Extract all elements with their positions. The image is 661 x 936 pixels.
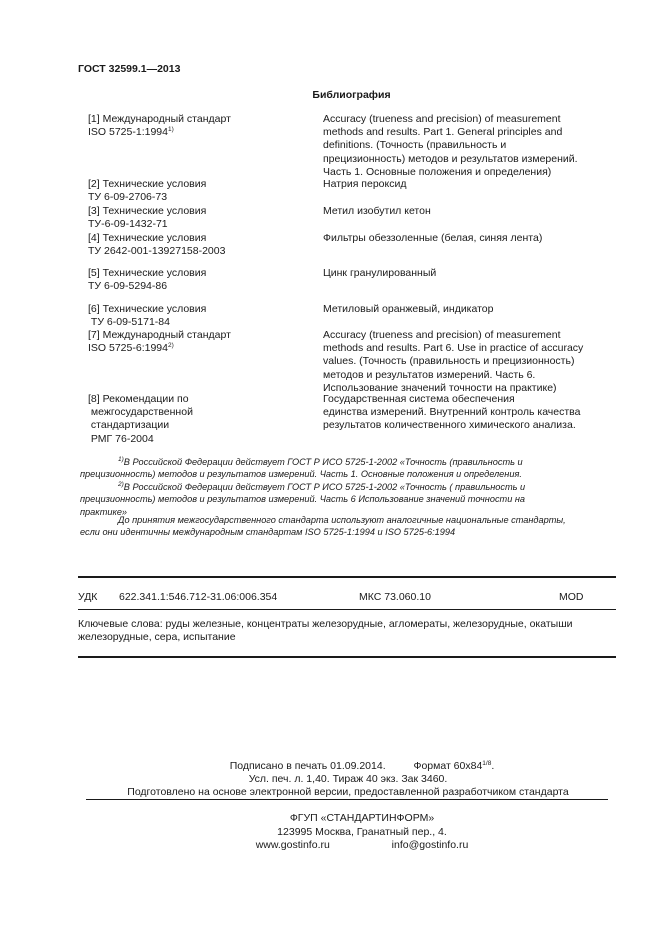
bib-ref	[88, 393, 298, 446]
keywords-line: железорудные, сера, испытание	[78, 631, 236, 644]
bib-desc-line: Часть 1. Основные положения и определения)	[323, 165, 552, 178]
bib-ref-line: ISO 5725-6:1994	[88, 342, 168, 355]
bib-ref-line: ISO 5725-1:1994	[88, 126, 168, 139]
bib-ref-line: ТУ-6-09-1432-71	[88, 218, 168, 231]
bib-ref-line: ТУ 6-09-5294-86	[88, 280, 168, 293]
bib-ref-line: межгосударственной	[88, 406, 193, 419]
bib-desc-line: результатов количественного химического анализа.	[323, 419, 576, 432]
bib-ref-line: [2] Технические условия	[88, 178, 207, 190]
publisher-address: 123995 Москва, Гранатный пер., 4.	[277, 826, 447, 838]
bib-desc	[323, 393, 613, 433]
footnote-mark: 1)	[118, 456, 124, 463]
keywords	[78, 618, 618, 644]
footnote-mark: 2)	[118, 481, 124, 488]
footnote-1	[80, 456, 614, 481]
footnote-line: если они идентичны международным стандартам ISO 5725-1:1994 и ISO 5725-6:1994	[80, 527, 456, 538]
bib-ref	[88, 113, 298, 139]
footnote-line: В Российской Федерации действует ГОСТ Р ИСО 5725-1-2002 «Точность (правильность и	[123, 457, 523, 467]
imprint-signed-date: Подписано в печать 01.09.2014.	[229, 760, 386, 772]
bib-ref	[88, 178, 298, 204]
imprint-format: Формат 60x84	[413, 760, 483, 772]
imprint-prepared: Подготовлено на основе электронной версии, предоставленной разработчиком стандарта	[127, 786, 569, 798]
bib-ref-line: ТУ 2642-001-13927158-2003	[88, 245, 226, 258]
bib-desc-line: Использование значений точности на практике)	[323, 381, 557, 394]
bib-desc-line: definitions. (Точность (правильность и	[323, 139, 507, 152]
bib-desc-line: methods and results. Part 1. General principles and	[323, 126, 563, 139]
bib-desc-line: Фильтры обеззоленные (белая, синяя лента)	[323, 232, 543, 244]
divider-bottom	[78, 656, 616, 658]
bib-desc-line: Метил изобутил кетон	[323, 205, 431, 217]
bib-ref-line: [4] Технические условия	[88, 232, 207, 244]
bib-desc	[323, 232, 613, 245]
mod-marker: MOD	[559, 591, 584, 603]
bib-desc-line: прецизионность) методов и результатов измерений.	[323, 152, 578, 165]
bib-ref	[88, 329, 298, 355]
bib-ref	[88, 303, 298, 329]
keywords-line: Ключевые слова: руды железные, концентраты железорудные, агломераты, железорудные, окатыши	[78, 618, 573, 630]
imprint-format-fraction: 1/8	[482, 760, 492, 767]
bib-ref-line: [8] Рекомендации по	[88, 393, 189, 405]
bib-ref-line: [3] Технические условия	[88, 205, 207, 217]
bib-desc-line: Государственная система обеспечения	[323, 393, 515, 405]
bib-desc-line: единства измерений. Внутренний контроль качества	[323, 406, 581, 419]
bib-desc-line: Accuracy (trueness and precision) of measurement	[323, 113, 561, 125]
footnote-line: В Российской Федерации действует ГОСТ Р ИСО 5725-1-2002 «Точность ( правильность и	[123, 482, 526, 492]
bib-desc-line: Accuracy (trueness and precision) of measurement	[323, 329, 561, 341]
bib-ref-line: ТУ 6-09-5171-84	[88, 316, 170, 329]
bib-ref-line: РМГ 76-2004	[88, 432, 154, 445]
bib-ref	[88, 267, 298, 293]
divider-mid	[78, 609, 616, 610]
bib-desc	[323, 205, 613, 218]
bib-desc-line: Цинк гранулированный	[323, 267, 437, 279]
publisher-contacts	[78, 839, 618, 853]
bib-ref-line: [6] Технические условия	[88, 303, 207, 315]
page-title: Библиография	[312, 89, 391, 101]
footnote-line: прецизионность) методов и результатов измерений. Часть 1. Основные положения и определения.	[80, 469, 522, 480]
imprint-divider	[86, 799, 608, 800]
udk-value: 622.341.1:546.712-31.06:006.354	[119, 591, 278, 603]
footnote-ref: 2)	[167, 342, 174, 350]
footnote-3	[80, 514, 614, 539]
bib-desc-line: values. (Точность (правильность и прецизионность)	[323, 355, 575, 368]
bib-desc-line: methods and results. Part 6. Use in practice of accuracy	[323, 342, 584, 355]
publisher-site[interactable]: www.gostinfo.ru	[255, 839, 330, 851]
bib-desc-line: методов и результатов измерений. Часть 6.	[323, 368, 536, 381]
bib-ref-line: [7] Международный стандарт	[88, 329, 231, 341]
bib-desc	[323, 267, 613, 280]
footnote-line: практике»	[80, 506, 128, 517]
publisher-email[interactable]: info@gostinfo.ru	[391, 839, 469, 851]
bib-desc-line: Метиловый оранжевый, индикатор	[323, 303, 494, 315]
bib-ref-line: [5] Технические условия	[88, 267, 207, 279]
bib-ref-line: [1] Международный стандарт	[88, 113, 231, 125]
bib-ref-line: стандартизации	[88, 419, 170, 432]
bib-ref	[88, 205, 298, 231]
bib-desc	[323, 329, 613, 395]
udk-label: УДК	[78, 591, 98, 603]
footnote-line: До принятия межгосударственного стандарта используют аналогичные национальные стандарты,	[118, 515, 566, 525]
bib-desc-line: Натрия пероксид	[323, 178, 407, 190]
footnote-line: прецизионность) методов и результатов измерений. Часть 6 Использование значений точности на	[80, 494, 526, 505]
footnote-ref: 1)	[167, 126, 174, 134]
bib-ref-line: ТУ 6-09-2706-73	[88, 191, 168, 204]
imprint-signed: Подписано в печать 01.09.2014. Формат $60x84^{1/8}$.	[229, 760, 495, 772]
divider-top	[78, 576, 616, 578]
bib-ref	[88, 232, 298, 258]
bib-desc	[323, 113, 613, 179]
standard-header: ГОСТ 32599.1—2013	[78, 63, 181, 75]
mks-code: МКС 73.060.10	[359, 591, 431, 603]
publisher: ФГУП «СТАНДАРТИНФОРМ»	[289, 812, 435, 824]
footnote-2	[80, 481, 614, 518]
bib-desc	[323, 303, 613, 316]
imprint-print: Усл. печ. л. 1,40. Тираж 40 экз. Зак 3460.	[248, 773, 448, 785]
bib-desc	[323, 178, 613, 191]
